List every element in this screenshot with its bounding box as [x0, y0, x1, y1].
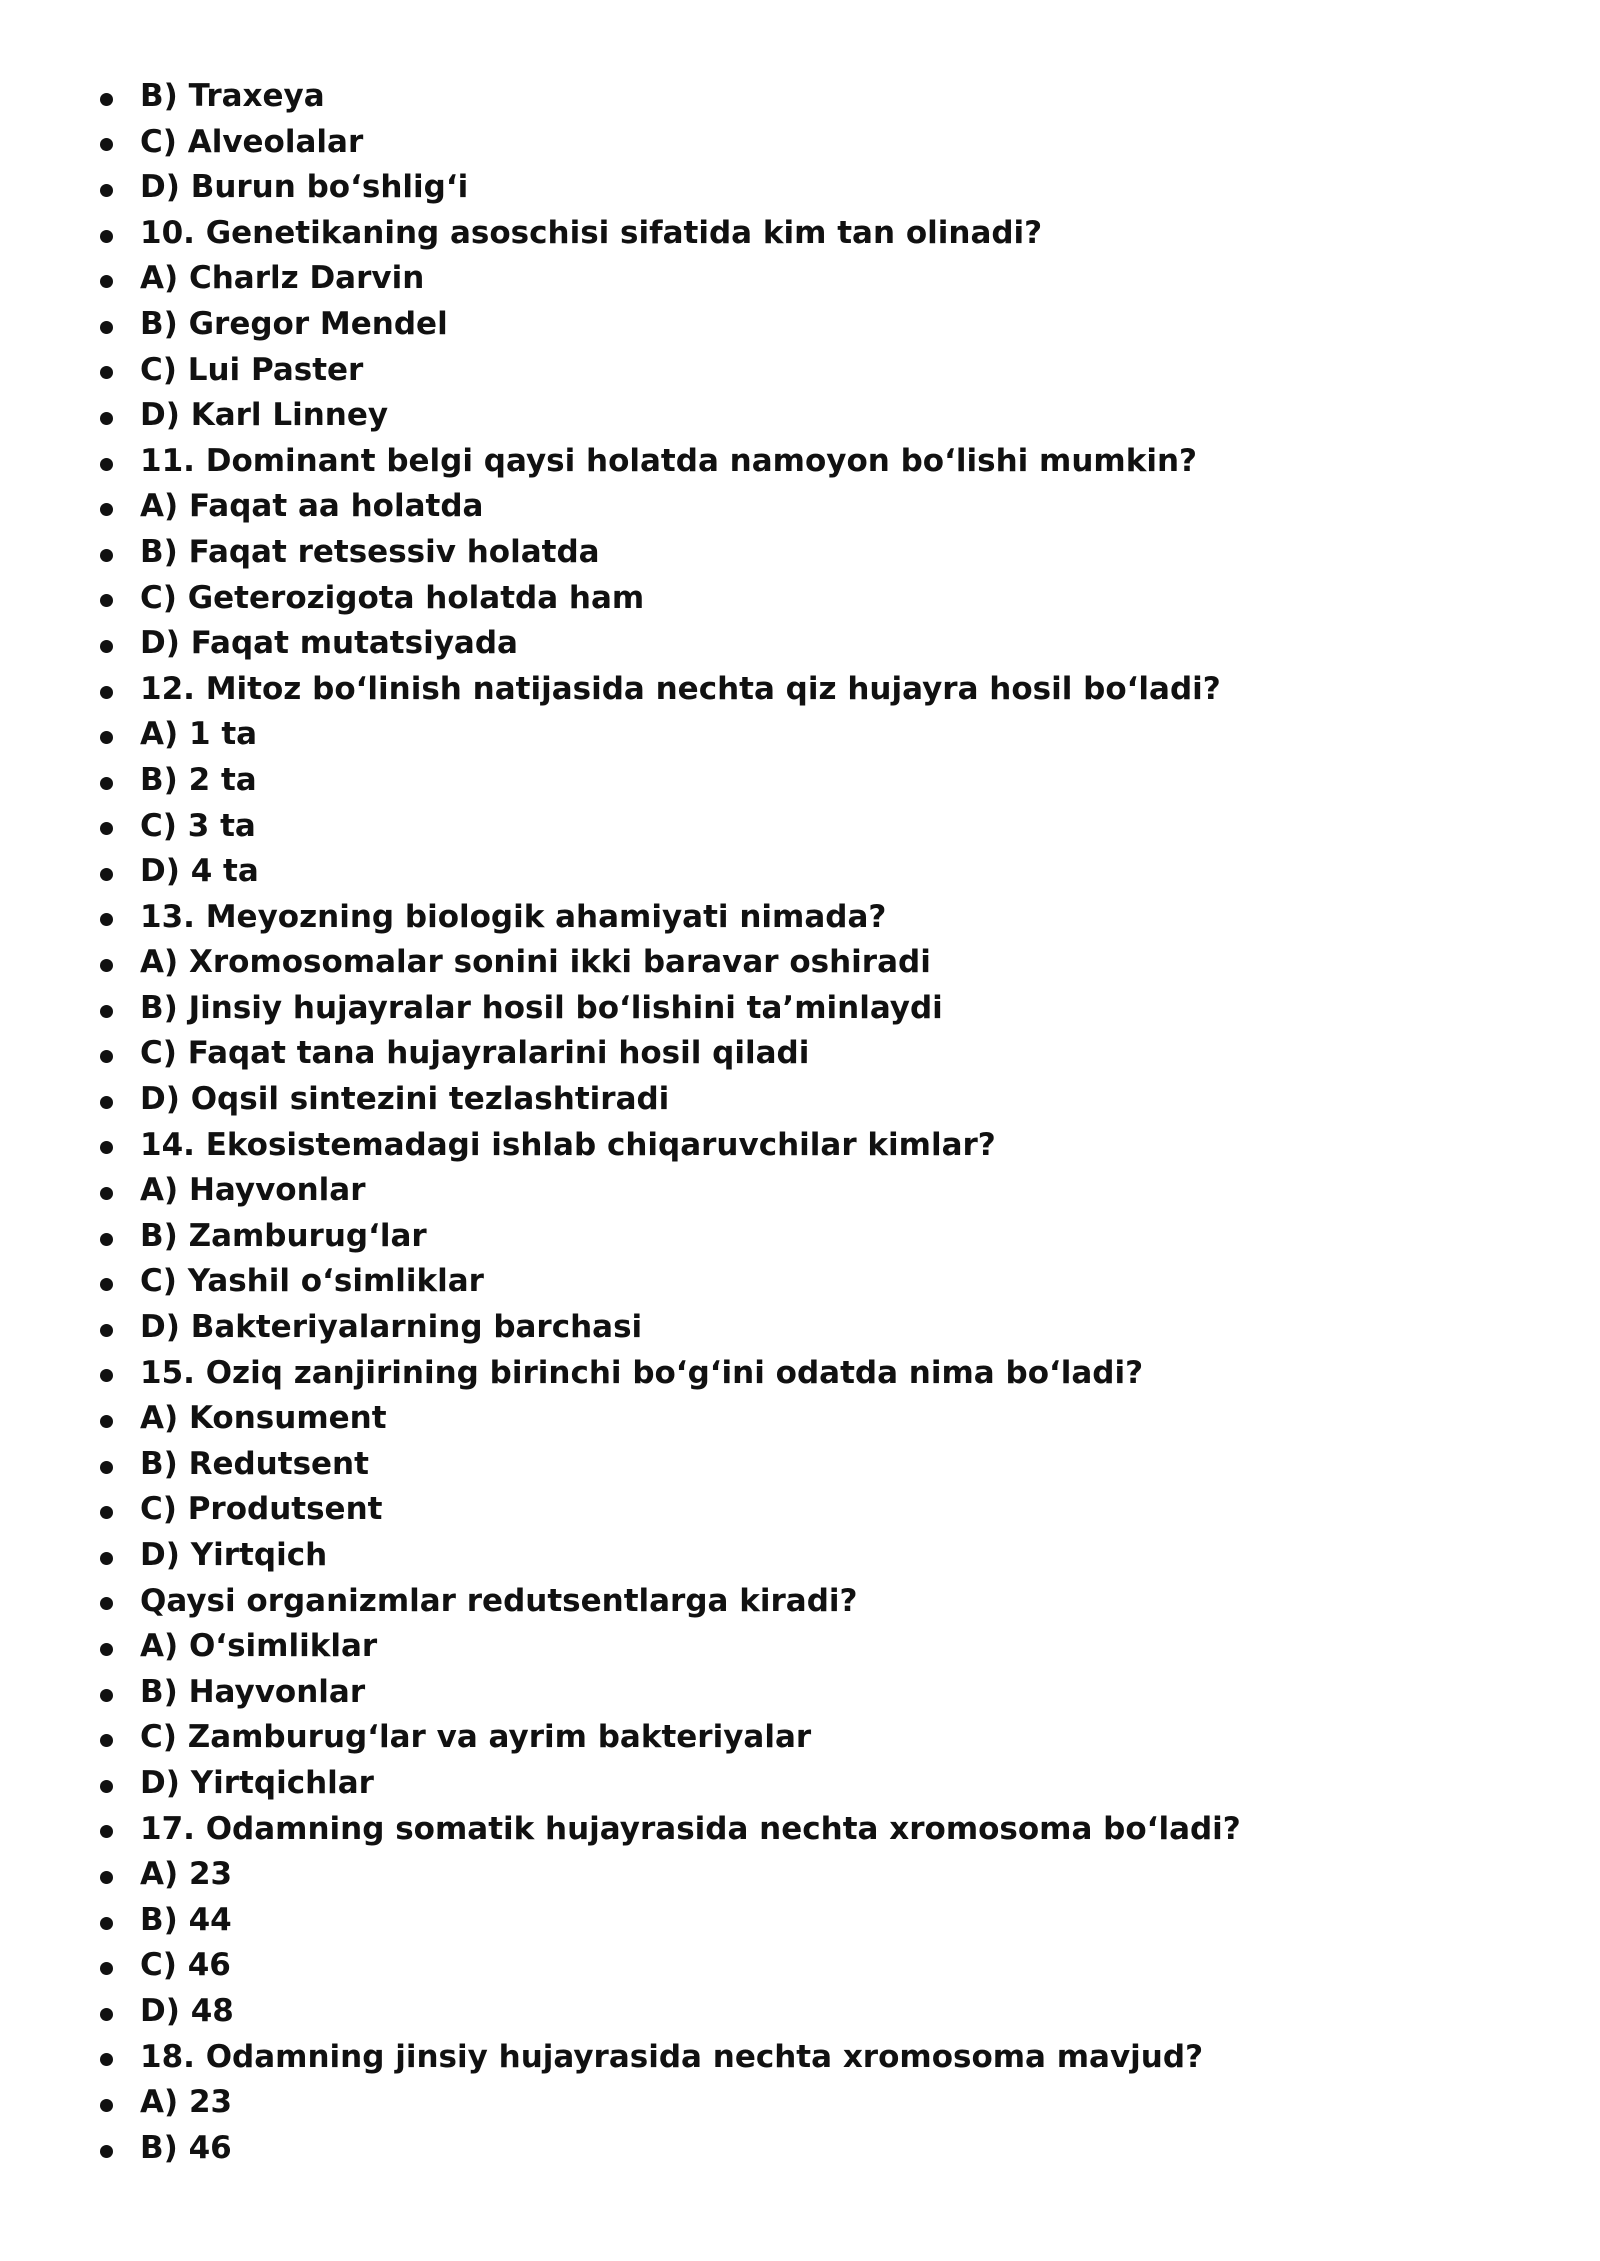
list-item: [96, 1852, 1496, 1898]
list-item-text: D) Karl Linney: [140, 397, 389, 434]
list-item: [96, 1989, 1496, 2035]
list-item-text: B) Jinsiy hujayralar hosil bo‘lishini ta’minlaydi: [140, 989, 943, 1026]
bullet-icon: [100, 503, 113, 516]
bullet-icon: [100, 1324, 113, 1337]
list-item: [96, 1943, 1496, 1989]
list-item: [96, 758, 1496, 804]
list-item: [96, 667, 1496, 713]
list-item: [96, 393, 1496, 439]
list-item: [96, 120, 1496, 166]
bullet-icon: [100, 2053, 113, 2066]
list-item: [96, 1624, 1496, 1670]
list-item: [96, 256, 1496, 302]
list-item-text: D) Burun bo‘shlig‘i: [140, 169, 469, 206]
list-item-text: 11. Dominant belgi qaysi holatda namoyon bo‘lishi mumkin?: [140, 442, 1198, 479]
list-item: [96, 2126, 1496, 2172]
question-list: [96, 74, 1496, 2171]
bullet-icon: [100, 1096, 113, 1109]
list-item: [96, 1351, 1496, 1397]
bullet-icon: [100, 1552, 113, 1565]
bullet-icon: [100, 822, 113, 835]
list-item-text: C) Yashil o‘simliklar: [140, 1263, 484, 1300]
list-item-text: A) Konsument: [140, 1400, 387, 1437]
list-item-text: C) 3 ta: [140, 807, 256, 844]
list-item: [96, 1305, 1496, 1351]
list-item: [96, 1214, 1496, 1260]
list-item: [96, 1031, 1496, 1077]
list-item: [96, 1396, 1496, 1442]
list-item: [96, 302, 1496, 348]
list-item: [96, 1715, 1496, 1761]
bullet-icon: [100, 594, 113, 607]
list-item-text: 17. Odamning somatik hujayrasida nechta xromosoma bo‘ladi?: [140, 1810, 1241, 1847]
bullet-icon: [100, 1825, 113, 1838]
list-item: [96, 986, 1496, 1032]
list-item: [96, 1259, 1496, 1305]
bullet-icon: [100, 1506, 113, 1519]
bullet-icon: [100, 777, 113, 790]
list-item-text: B) Redutsent: [140, 1445, 369, 1482]
bullet-icon: [100, 1689, 113, 1702]
list-item-text: D) Yirtqich: [140, 1537, 328, 1573]
list-item: [96, 804, 1496, 850]
list-item-text: 12. Mitoz bo‘linish natijasida nechta qiz hujayra hosil bo‘ladi?: [140, 670, 1221, 707]
bullet-icon: [100, 731, 113, 744]
list-item-text: B) Zamburug‘lar: [140, 1217, 427, 1254]
list-item: [96, 165, 1496, 211]
bullet-icon: [100, 321, 113, 334]
list-item: [96, 849, 1496, 895]
bullet-icon: [100, 275, 113, 288]
list-item: [96, 1168, 1496, 1214]
bullet-icon: [100, 549, 113, 562]
list-item-text: C) Geterozigota holatda ham: [140, 579, 645, 616]
list-item: [96, 1761, 1496, 1807]
list-item-text: 15. Oziq zanjirining birinchi bo‘g‘ini odatda nima bo‘ladi?: [140, 1354, 1144, 1391]
list-item: [96, 940, 1496, 986]
bullet-icon: [100, 2008, 113, 2021]
list-item: [96, 74, 1496, 120]
bullet-icon: [100, 1369, 113, 1382]
bullet-icon: [100, 1415, 113, 1428]
list-item: [96, 1442, 1496, 1488]
list-item-text: B) 46: [140, 2129, 232, 2166]
bullet-icon: [100, 913, 113, 926]
bullet-icon: [100, 2145, 113, 2158]
list-item-text: A) 23: [140, 1856, 233, 1893]
list-item-text: C) Faqat tana hujayralarini hosil qiladi: [140, 1035, 810, 1072]
list-item: [96, 895, 1496, 941]
list-item: [96, 439, 1496, 485]
list-item-text: 13. Meyozning biologik ahamiyati nimada?: [140, 898, 887, 935]
list-item: [96, 1579, 1496, 1625]
list-item: [96, 2080, 1496, 2126]
list-item: [96, 348, 1496, 394]
list-item-text: A) 1 ta: [140, 716, 258, 753]
list-item-text: D) 48: [140, 1992, 234, 2029]
bullet-icon: [100, 1734, 113, 1747]
list-item-text: C) Zamburug‘lar va ayrim bakteriyalar: [140, 1719, 812, 1756]
list-item: [96, 1487, 1496, 1533]
list-item-text: A) 23: [140, 2084, 233, 2121]
bullet-icon: [100, 458, 113, 471]
list-item-text: 14. Ekosistemadagi ishlab chiqaruvchilar kimlar?: [140, 1126, 996, 1163]
list-item-text: B) Hayvonlar: [140, 1673, 366, 1710]
bullet-icon: [100, 1005, 113, 1018]
bullet-icon: [100, 230, 113, 243]
list-item-text: D) Oqsil sintezini tezlashtiradi: [140, 1081, 670, 1118]
bullet-icon: [100, 1962, 113, 1975]
list-item: [96, 484, 1496, 530]
list-item-text: Qaysi organizmlar redutsentlarga kiradi?: [140, 1582, 858, 1619]
list-item-text: D) Faqat mutatsiyada: [140, 625, 518, 662]
list-item: [96, 1898, 1496, 1944]
bullet-icon: [100, 2099, 113, 2112]
list-item-text: C) Alveolalar: [140, 123, 364, 160]
bullet-icon: [100, 1917, 113, 1930]
bullet-icon: [100, 1461, 113, 1474]
list-item-text: B) Traxeya: [140, 78, 325, 114]
list-item-text: A) Charlz Darvin: [140, 260, 425, 297]
bullet-icon: [100, 1597, 113, 1610]
list-item-text: D) Yirtqichlar: [140, 1764, 374, 1801]
list-item-text: C) Produtsent: [140, 1491, 383, 1528]
list-item: [96, 2035, 1496, 2081]
bullet-icon: [100, 640, 113, 653]
bullet-icon: [100, 1050, 113, 1063]
bullet-icon: [100, 1871, 113, 1884]
list-item-text: A) Faqat aa holatda: [140, 488, 484, 525]
list-item-text: A) O‘simliklar: [140, 1628, 378, 1665]
list-item: [96, 1670, 1496, 1716]
list-item: [96, 211, 1496, 257]
list-item-text: C) Lui Paster: [140, 351, 364, 388]
bullet-icon: [100, 959, 113, 972]
bullet-icon: [100, 184, 113, 197]
list-item: [96, 576, 1496, 622]
list-item-text: D) 4 ta: [140, 853, 259, 890]
bullet-icon: [100, 1141, 113, 1154]
bullet-icon: [100, 1187, 113, 1200]
bullet-icon: [100, 686, 113, 699]
list-item-text: A) Hayvonlar: [140, 1172, 366, 1209]
list-item-text: 18. Odamning jinsiy hujayrasida nechta xromosoma mavjud?: [140, 2038, 1204, 2075]
list-item: [96, 712, 1496, 758]
bullet-icon: [100, 93, 113, 106]
bullet-icon: [100, 868, 113, 881]
list-item: [96, 621, 1496, 667]
bullet-icon: [100, 1233, 113, 1246]
list-item: [96, 1077, 1496, 1123]
list-item-text: 10. Genetikaning asoschisi sifatida kim tan olinadi?: [140, 214, 1043, 251]
list-item: [96, 1807, 1496, 1853]
bullet-icon: [100, 1780, 113, 1793]
bullet-icon: [100, 1643, 113, 1656]
list-item-text: A) Xromosomalar sonini ikki baravar oshiradi: [140, 944, 931, 981]
list-item-text: B) Faqat retsessiv holatda: [140, 533, 600, 570]
bullet-icon: [100, 1278, 113, 1291]
list-item-text: B) 2 ta: [140, 761, 257, 798]
list-item: [96, 530, 1496, 576]
list-item-text: B) Gregor Mendel: [140, 305, 448, 342]
list-item-text: C) 46: [140, 1947, 231, 1984]
bullet-icon: [100, 412, 113, 425]
bullet-icon: [100, 138, 113, 151]
list-item: [96, 1533, 1496, 1579]
list-item-text: B) 44: [140, 1901, 232, 1938]
list-item: [96, 1123, 1496, 1169]
list-item-text: D) Bakteriyalarning barchasi: [140, 1309, 643, 1346]
bullet-icon: [100, 366, 113, 379]
